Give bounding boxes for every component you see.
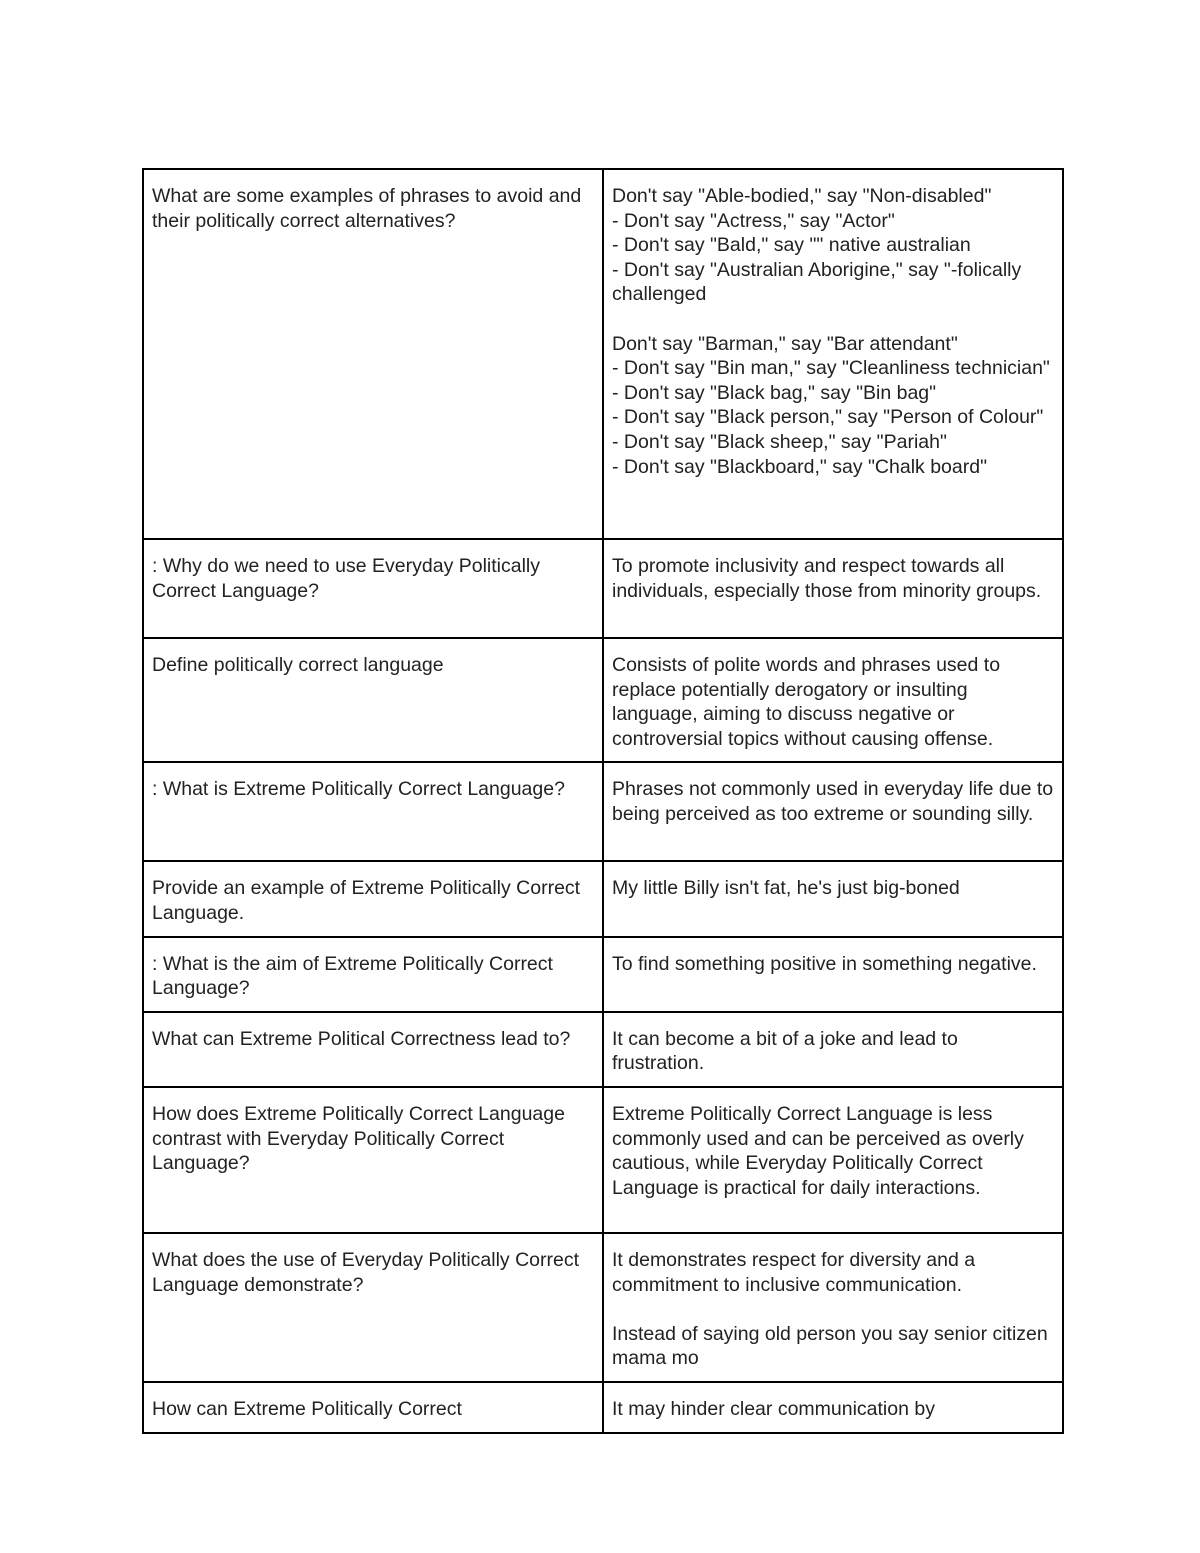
answer-line: It demonstrates respect for diversity and a commitment to inclusive communication. xyxy=(612,1248,976,1296)
table-row xyxy=(143,762,1063,861)
question-cell: : What is the aim of Extreme Politically Correct Language? xyxy=(143,937,603,1012)
table-row xyxy=(143,638,1063,762)
question-cell: : Why do we need to use Everyday Politically Correct Language? xyxy=(143,539,603,638)
answer-cell: It may hinder clear communication by xyxy=(603,1382,1063,1433)
answer-line: - Don't say "Australian Aborigine," say "-folically challenged xyxy=(612,258,1022,306)
question-cell: What can Extreme Political Correctness lead to? xyxy=(143,1012,603,1087)
answer-gap xyxy=(612,1297,1054,1322)
table-row xyxy=(143,1087,1063,1233)
table-row xyxy=(143,937,1063,1012)
question-cell: What does the use of Everyday Politically Correct Language demonstrate? xyxy=(143,1233,603,1382)
question-cell: How does Extreme Politically Correct Language contrast with Everyday Politically Correct Language? xyxy=(143,1087,603,1233)
answer-cell xyxy=(603,1233,1063,1382)
question-cell: What are some examples of phrases to avoid and their politically correct alternatives? xyxy=(143,169,603,539)
table-row xyxy=(143,1382,1063,1433)
answer-line: - Don't say "Bald," say "" native australian xyxy=(612,234,971,257)
answer-line: - Don't say "Black bag," say "Bin bag" xyxy=(612,381,937,404)
question-cell: How can Extreme Politically Correct xyxy=(143,1382,603,1433)
answer-cell: To find something positive in something negative. xyxy=(603,937,1063,1012)
table-row xyxy=(143,861,1063,936)
question-cell: Provide an example of Extreme Politically Correct Language. xyxy=(143,861,603,936)
answer-line: Don't say "Barman," say "Bar attendant" xyxy=(612,332,958,355)
table-row xyxy=(143,1233,1063,1382)
answer-cell: Consists of polite words and phrases used to replace potentially derogatory or insulting language, aiming to discuss negative or controversial topics without causing offense. xyxy=(603,638,1063,762)
answer-line: - Don't say "Black sheep," say "Pariah" xyxy=(612,430,947,453)
answer-cell xyxy=(603,169,1063,539)
answer-gap xyxy=(612,307,1054,332)
answer-cell: It can become a bit of a joke and lead to frustration. xyxy=(603,1012,1063,1087)
question-cell: : What is Extreme Politically Correct Language? xyxy=(143,762,603,861)
table-row xyxy=(143,539,1063,638)
answer-line: Instead of saying old person you say senior citizen mama mo xyxy=(612,1322,1048,1370)
question-cell: Define politically correct language xyxy=(143,638,603,762)
qa-table xyxy=(142,168,1064,1434)
answer-line: Don't say "Able-bodied," say "Non-disabled" xyxy=(612,185,992,207)
answer-cell: Phrases not commonly used in everyday life due to being perceived as too extreme or sounding silly. xyxy=(603,762,1063,861)
answer-line: - Don't say "Blackboard," say "Chalk board" xyxy=(612,455,987,478)
answer-line: - Don't say "Actress," say "Actor" xyxy=(612,209,895,232)
table-row xyxy=(143,169,1063,539)
table-row xyxy=(143,1012,1063,1087)
answer-cell: My little Billy isn't fat, he's just big-boned xyxy=(603,861,1063,936)
answer-cell: To promote inclusivity and respect towards all individuals, especially those from minority groups. xyxy=(603,539,1063,638)
answer-line: - Don't say "Black person," say "Person of Colour" xyxy=(612,406,1044,429)
answer-cell: Extreme Politically Correct Language is less commonly used and can be perceived as overly cautious, while Everyday Politically Correct Language is practical for daily interactions. xyxy=(603,1087,1063,1233)
answer-line: - Don't say "Bin man," say "Cleanliness technician" xyxy=(612,357,1050,380)
